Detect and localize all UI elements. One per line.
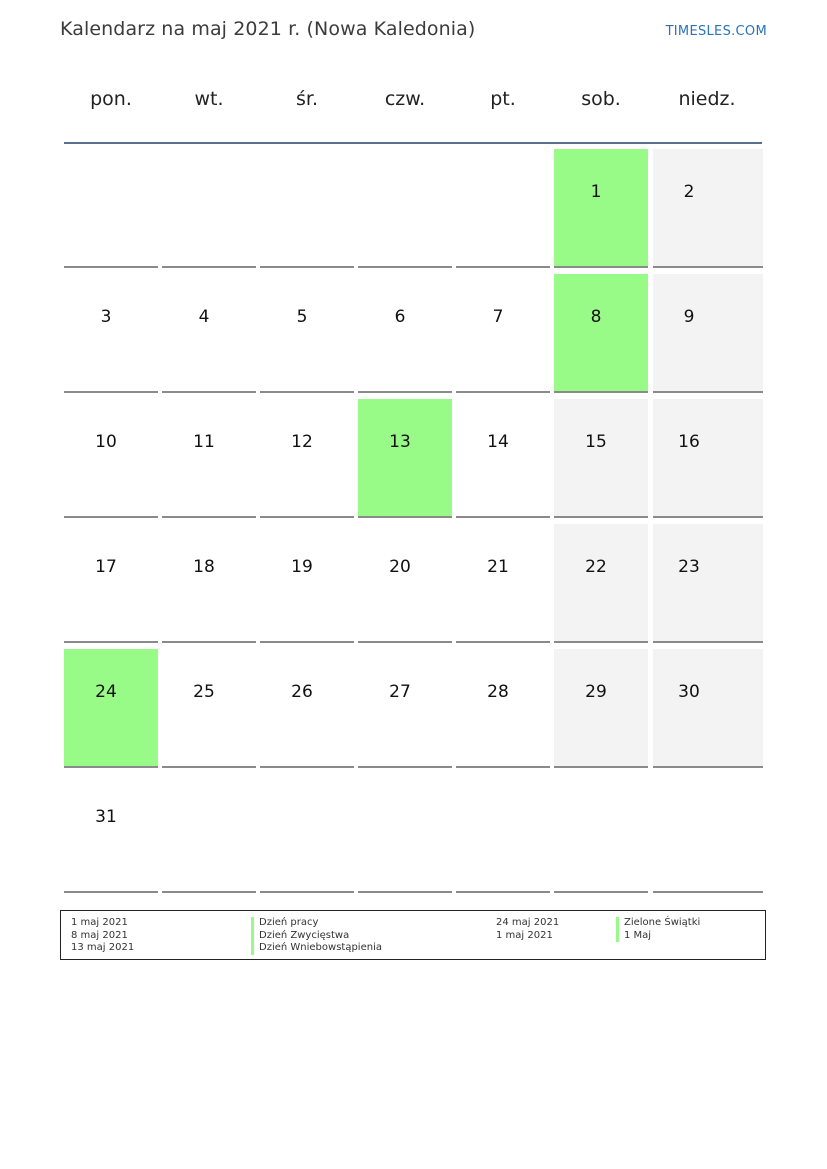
cell-underline	[64, 266, 158, 268]
day-number: 29	[585, 682, 607, 702]
brand-link[interactable]: TIMESLES.COM	[665, 24, 767, 39]
cell-underline	[64, 766, 158, 768]
cell-underline	[554, 391, 648, 393]
cell-underline	[260, 266, 354, 268]
calendar-day	[456, 524, 550, 643]
calendar-day-weekend	[554, 649, 648, 768]
cell-underline	[162, 516, 256, 518]
day-number: 7	[492, 307, 504, 327]
calendar-empty-cell	[162, 774, 256, 893]
cell-underline	[456, 641, 550, 643]
legend-right-names	[616, 917, 700, 942]
cell-underline	[162, 266, 256, 268]
cell-underline	[554, 516, 648, 518]
calendar-day-weekend	[653, 399, 763, 518]
legend-date: 24 maj 2021	[496, 917, 560, 928]
day-number: 17	[95, 557, 117, 577]
legend-left-dates	[71, 917, 134, 955]
calendar-empty-cell	[260, 774, 354, 893]
legend-holiday-name: Dzień pracy	[251, 917, 382, 930]
day-number: 21	[487, 557, 509, 577]
cell-underline	[358, 891, 452, 893]
legend-date: 1 maj 2021	[496, 929, 553, 941]
day-number: 12	[291, 432, 313, 452]
calendar-day	[64, 524, 158, 643]
day-number: 26	[291, 682, 313, 702]
day-number: 14	[487, 432, 509, 452]
day-number: 24	[95, 682, 117, 702]
calendar-day-weekend	[554, 524, 648, 643]
legend-date: 8 maj 2021	[71, 929, 128, 941]
calendar-day	[358, 524, 452, 643]
cell-underline	[554, 641, 648, 643]
calendar-day	[260, 649, 354, 768]
cell-underline	[260, 891, 354, 893]
calendar-day	[162, 524, 256, 643]
calendar-day-weekend	[653, 524, 763, 643]
weekday-thursday: czw.	[384, 88, 426, 110]
day-number: 13	[389, 432, 411, 452]
day-number: 10	[95, 432, 117, 452]
legend-holiday-name: 1 Maj	[616, 930, 700, 943]
legend-holiday-name: Dzień Wniebowstąpienia	[251, 942, 382, 955]
calendar-grid	[64, 149, 764, 895]
page-title: Kalendarz na maj 2021 r. (Nowa Kaledonia)	[60, 18, 476, 40]
calendar-empty-cell	[653, 774, 763, 893]
weekday-friday: pt.	[490, 88, 516, 110]
day-number: 28	[487, 682, 509, 702]
calendar-day	[358, 274, 452, 393]
calendar-empty-cell	[162, 149, 256, 268]
legend-holiday-name: Zielone Świątki	[616, 917, 700, 930]
legend-right-dates	[496, 917, 559, 942]
cell-underline	[456, 891, 550, 893]
day-number: 5	[296, 307, 308, 327]
cell-underline	[260, 641, 354, 643]
day-number: 22	[585, 557, 607, 577]
day-number: 27	[389, 682, 411, 702]
day-number: 15	[585, 432, 607, 452]
day-number: 1	[590, 182, 602, 202]
calendar-day	[260, 274, 354, 393]
calendar-day	[64, 274, 158, 393]
calendar-day-holiday	[64, 649, 158, 768]
calendar-day	[456, 649, 550, 768]
weekday-wednesday: śr.	[295, 88, 318, 110]
calendar-day-weekend	[653, 149, 763, 268]
cell-underline	[456, 266, 550, 268]
cell-underline	[554, 266, 648, 268]
cell-underline	[653, 516, 763, 518]
day-number: 6	[394, 307, 406, 327]
calendar-day	[162, 399, 256, 518]
cell-underline	[358, 266, 452, 268]
header-divider	[64, 142, 762, 144]
weekday-sunday: niedz.	[678, 88, 736, 110]
day-number: 8	[590, 307, 602, 327]
day-number: 19	[291, 557, 313, 577]
calendar-day-weekend	[554, 399, 648, 518]
cell-underline	[64, 516, 158, 518]
day-number: 4	[198, 307, 210, 327]
cell-underline	[358, 641, 452, 643]
calendar-day	[64, 774, 158, 893]
cell-underline	[358, 766, 452, 768]
cell-underline	[162, 391, 256, 393]
weekday-monday: pon.	[90, 88, 132, 110]
day-number: 9	[683, 307, 695, 327]
day-number: 25	[193, 682, 215, 702]
cell-underline	[653, 766, 763, 768]
calendar-day-holiday	[554, 149, 648, 268]
day-number: 2	[683, 182, 695, 202]
holiday-legend	[60, 910, 766, 960]
legend-date: 13 maj 2021	[71, 942, 135, 953]
calendar-day	[64, 399, 158, 518]
calendar-day-holiday	[358, 399, 452, 518]
weekday-header-row	[62, 88, 762, 122]
calendar-day	[162, 649, 256, 768]
cell-underline	[653, 266, 763, 268]
cell-underline	[653, 641, 763, 643]
cell-underline	[358, 391, 452, 393]
calendar-day	[456, 399, 550, 518]
calendar-day	[260, 524, 354, 643]
day-number: 18	[193, 557, 215, 577]
legend-date: 1 maj 2021	[71, 917, 128, 928]
day-number: 31	[95, 807, 117, 827]
calendar-day	[358, 649, 452, 768]
calendar-empty-cell	[64, 149, 158, 268]
calendar-empty-cell	[456, 149, 550, 268]
cell-underline	[260, 766, 354, 768]
day-number: 20	[389, 557, 411, 577]
calendar-day-holiday	[554, 274, 648, 393]
cell-underline	[456, 391, 550, 393]
cell-underline	[64, 641, 158, 643]
cell-underline	[358, 516, 452, 518]
cell-underline	[554, 766, 648, 768]
calendar-empty-cell	[260, 149, 354, 268]
calendar-empty-cell	[358, 149, 452, 268]
cell-underline	[162, 641, 256, 643]
calendar-empty-cell	[358, 774, 452, 893]
calendar-day	[260, 399, 354, 518]
cell-underline	[456, 516, 550, 518]
cell-underline	[64, 391, 158, 393]
cell-underline	[64, 891, 158, 893]
weekday-saturday: sob.	[581, 88, 621, 110]
calendar-empty-cell	[554, 774, 648, 893]
cell-underline	[260, 516, 354, 518]
cell-underline	[162, 766, 256, 768]
day-number: 23	[678, 557, 700, 577]
calendar-day	[162, 274, 256, 393]
cell-underline	[260, 391, 354, 393]
cell-underline	[456, 766, 550, 768]
weekday-tuesday: wt.	[194, 88, 224, 110]
cell-underline	[162, 891, 256, 893]
legend-holiday-name: Dzień Zwycięstwa	[251, 930, 382, 943]
calendar-day-weekend	[653, 274, 763, 393]
day-number: 30	[678, 682, 700, 702]
day-number: 11	[193, 432, 215, 452]
calendar-empty-cell	[456, 774, 550, 893]
cell-underline	[554, 891, 648, 893]
day-number: 16	[678, 432, 700, 452]
calendar-day	[456, 274, 550, 393]
day-number: 3	[100, 307, 112, 327]
cell-underline	[653, 891, 763, 893]
cell-underline	[653, 391, 763, 393]
legend-left-names	[251, 917, 382, 955]
calendar-day-weekend	[653, 649, 763, 768]
